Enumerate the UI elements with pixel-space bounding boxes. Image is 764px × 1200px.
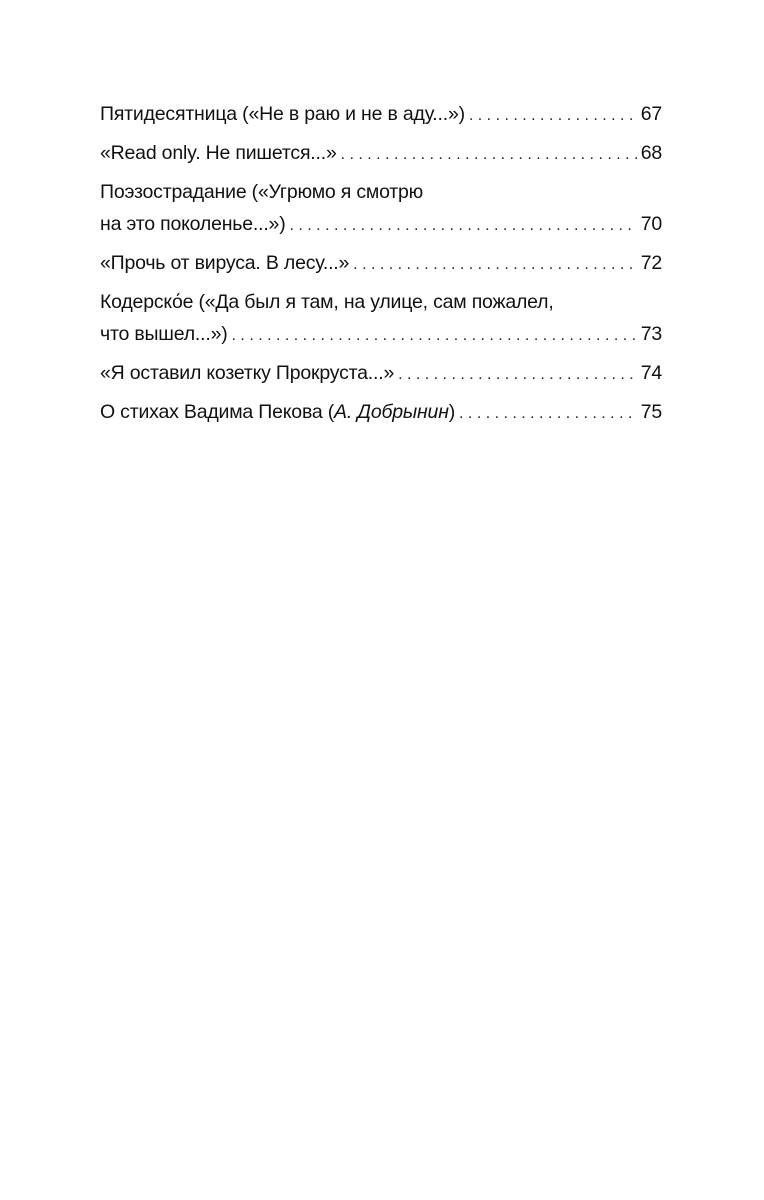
toc-entry-author: А. Добрынин — [334, 401, 449, 423]
toc-entry-line — [100, 247, 662, 281]
dot-leader — [469, 100, 637, 132]
toc-entry-line — [100, 357, 662, 391]
toc-entry-title: «Прочь от вируса. В лесу...» — [100, 252, 350, 274]
toc-entry-line — [100, 98, 662, 132]
table-of-contents-page — [100, 98, 662, 435]
toc-entry-line — [100, 137, 662, 171]
dot-leader — [398, 359, 637, 391]
toc-page-number: 75 — [640, 401, 662, 423]
toc-entry-title-first-line: Кодерско́е («Да был я там, на улице, сам пожалел, — [100, 291, 554, 313]
toc-page-number: 73 — [640, 323, 662, 345]
dot-leader — [290, 210, 637, 242]
toc-entry[interactable] — [100, 396, 662, 430]
dot-leader — [459, 398, 637, 430]
toc-entry[interactable] — [100, 176, 662, 242]
toc-page-number: 67 — [640, 103, 662, 125]
toc-entry[interactable] — [100, 137, 662, 171]
toc-page-number: 70 — [640, 213, 662, 235]
toc-page-number: 68 — [640, 142, 662, 164]
toc-entry-title — [100, 396, 455, 428]
toc-entry-title-first-line: Поэзострадание («Угрюмо я смотрю — [100, 181, 424, 203]
toc-entry-line — [100, 318, 662, 352]
toc-entry[interactable] — [100, 98, 662, 132]
dot-leader — [341, 139, 637, 171]
toc-entry[interactable] — [100, 357, 662, 391]
dot-leader — [353, 249, 637, 281]
toc-entry-title-suffix: ) — [448, 401, 456, 423]
toc-entry-line — [100, 208, 662, 242]
toc-entry-title: «Я оставил козетку Прокруста...» — [100, 362, 395, 384]
toc-entry-title-continuation: что вышел...») — [100, 323, 228, 345]
toc-entry-title-continuation: на это поколенье...») — [100, 213, 286, 235]
toc-entry[interactable] — [100, 286, 662, 352]
toc-page-number: 72 — [640, 252, 662, 274]
toc-entry-title: Пятидесятница («Не в раю и не в аду...») — [100, 103, 465, 125]
toc-entry-title-prefix: О стихах Вадима Пекова ( — [100, 401, 335, 423]
dot-leader — [232, 320, 637, 352]
toc-entry[interactable] — [100, 247, 662, 281]
toc-page-number: 74 — [640, 362, 662, 384]
toc-entry-line — [100, 396, 662, 430]
toc-list — [100, 98, 662, 430]
toc-entry-title: «Read only. Не пишется...» — [100, 142, 337, 164]
